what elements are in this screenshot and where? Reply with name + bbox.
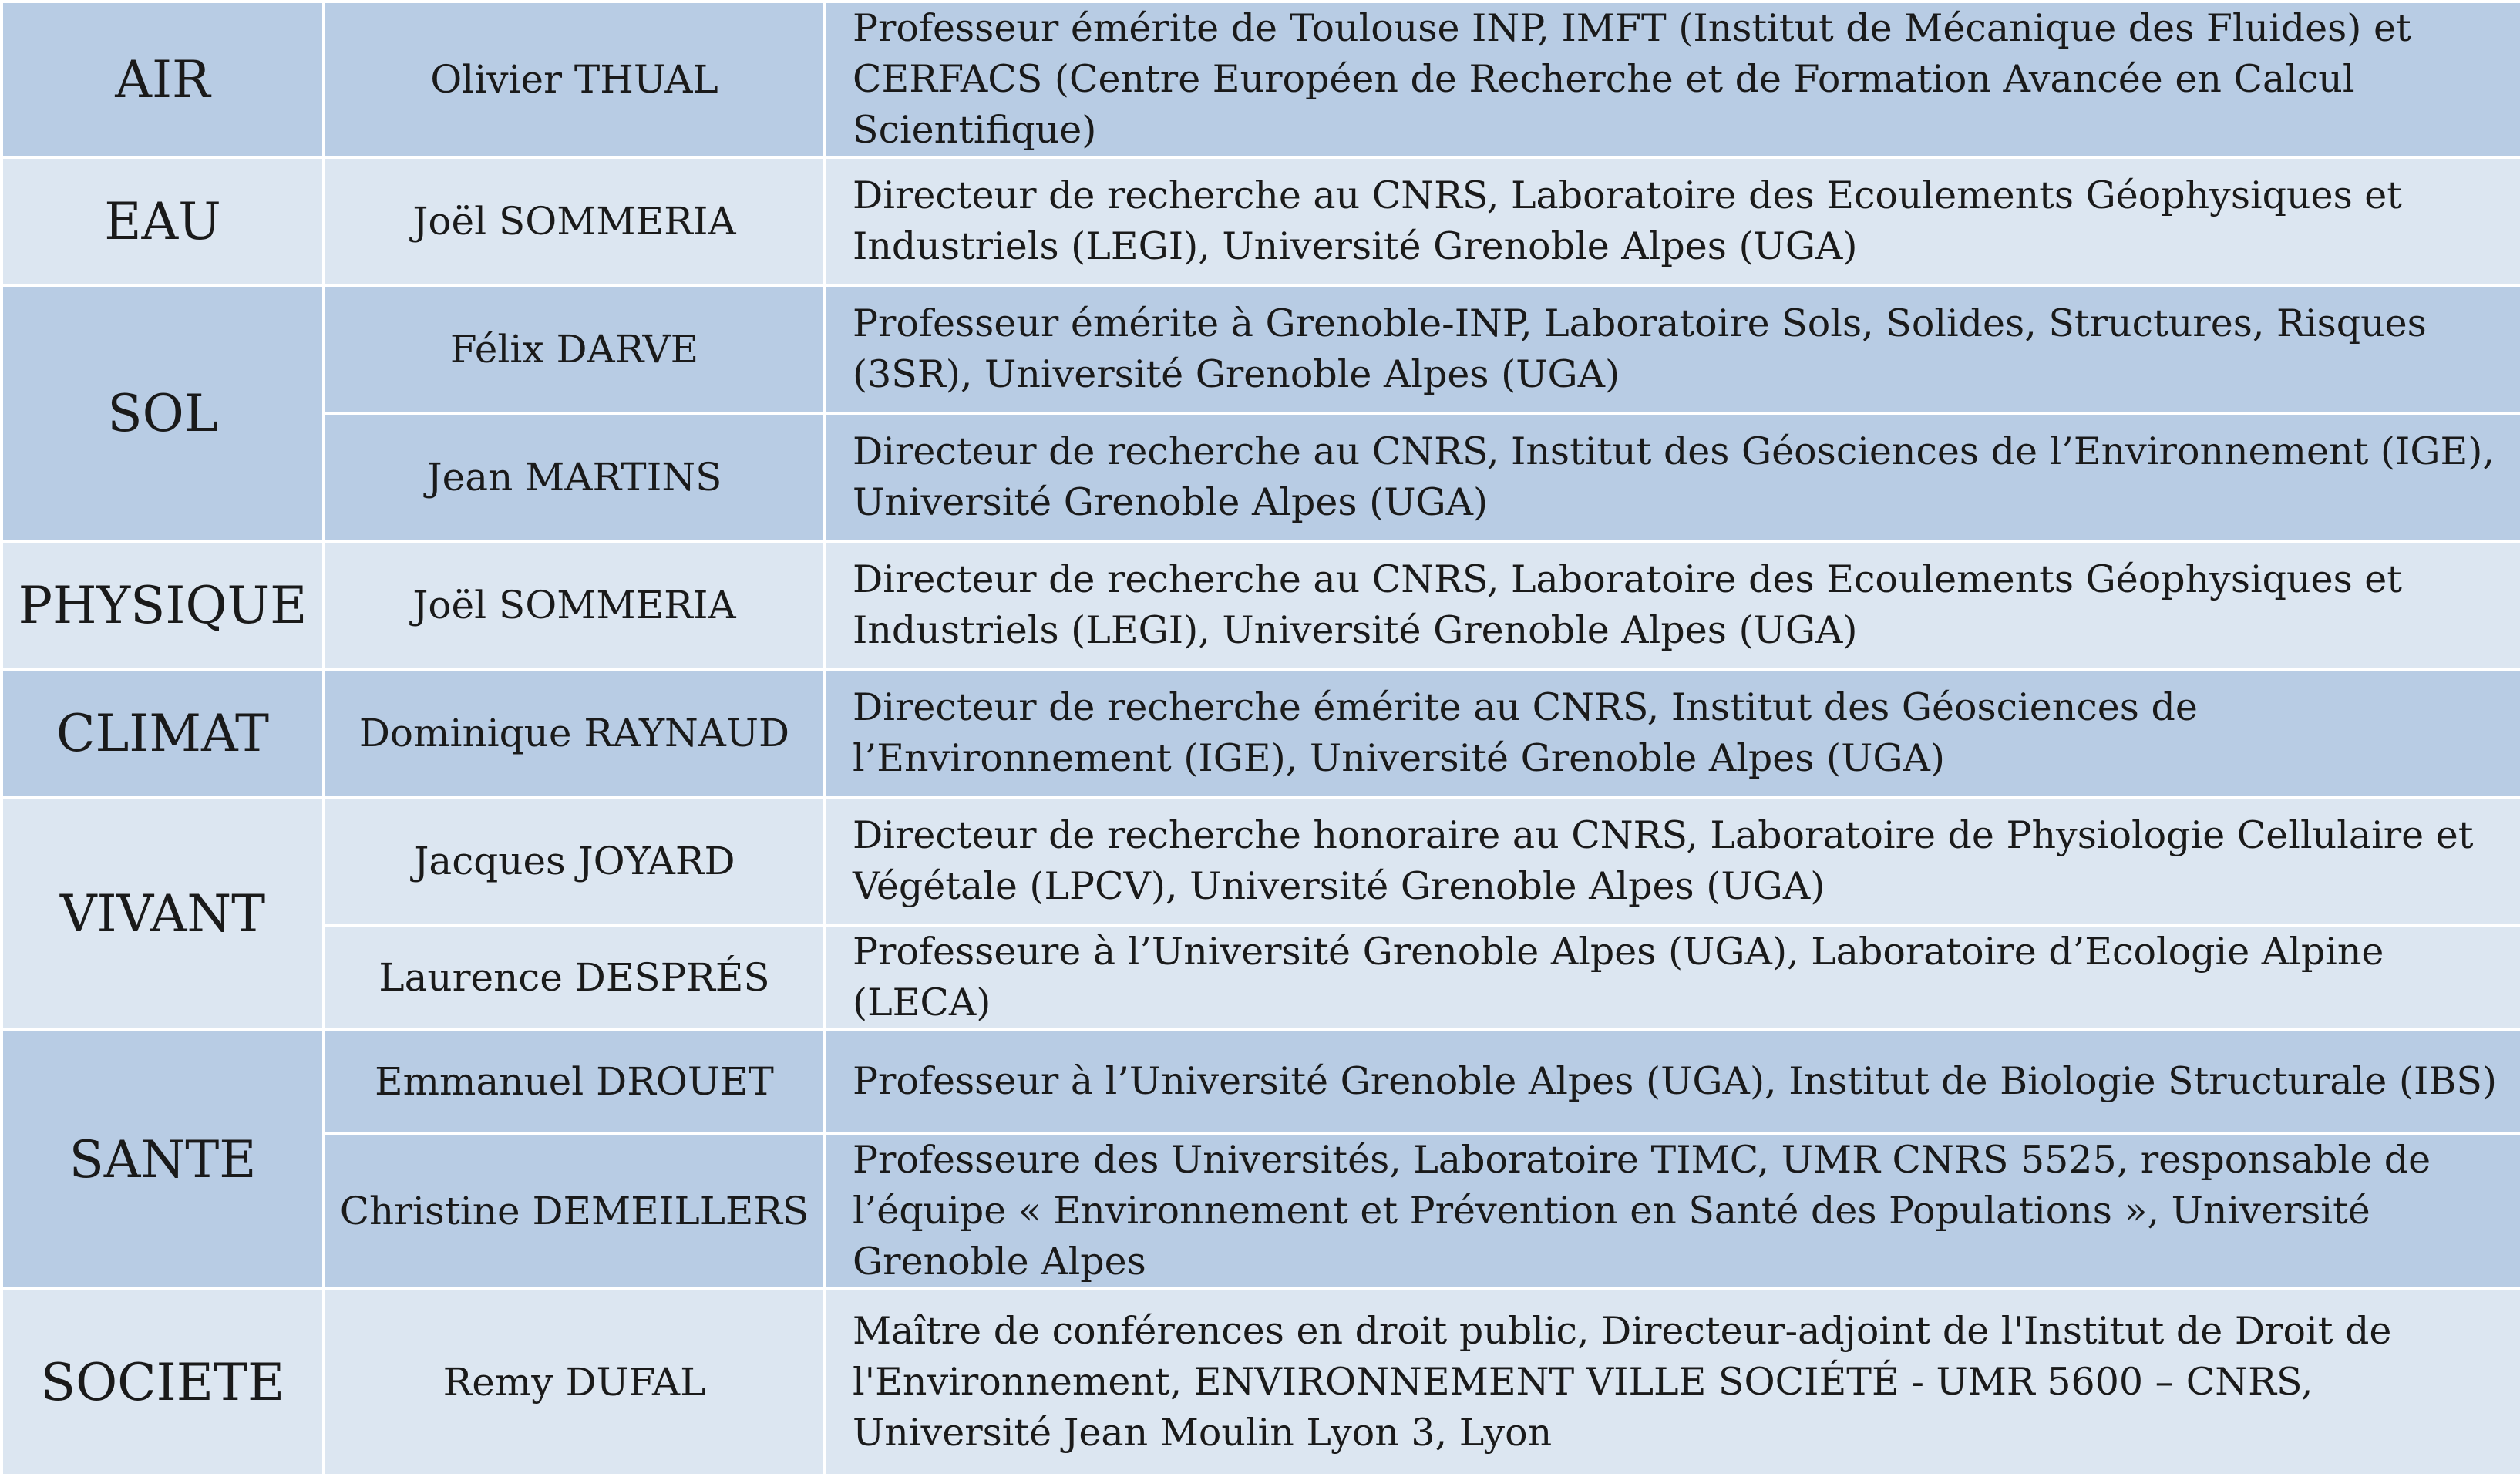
- member-name: Emmanuel DROUET: [324, 1030, 825, 1133]
- domain-cell-eau: EAU: [2, 157, 324, 285]
- table-row: [2, 1133, 2520, 1289]
- table-row: [2, 797, 2520, 925]
- member-affiliation: Professeur émérite à Grenoble-INP, Laboratoire Sols, Solides, Structures, Risques (3SR), Université Grenoble Alpes (UGA): [825, 285, 2520, 413]
- member-affiliation: Professeur émérite de Toulouse INP, IMFT (Institut de Mécanique des Fluides) et CERFACS (Centre Européen de Recherche et de Formation Avancée en Calcul Scientifique): [825, 2, 2520, 157]
- member-affiliation: Professeur à l’Université Grenoble Alpes (UGA), Institut de Biologie Structurale (IBS): [825, 1030, 2520, 1133]
- domain-cell-vivant: VIVANT: [2, 797, 324, 1030]
- member-affiliation: Professeure des Universités, Laboratoire TIMC, UMR CNRS 5525, responsable de l’équipe « Environnement et Prévention en Santé des Populations », Université Grenoble Alpes: [825, 1133, 2520, 1289]
- member-affiliation: Directeur de recherche honoraire au CNRS, Laboratoire de Physiologie Cellulaire et Végétale (LPCV), Université Grenoble Alpes (UGA): [825, 797, 2520, 925]
- table-row: [2, 925, 2520, 1030]
- member-name: Olivier THUAL: [324, 2, 825, 157]
- domain-cell-climat: CLIMAT: [2, 669, 324, 797]
- table-row: [2, 1289, 2520, 1475]
- table-row: [2, 2, 2520, 157]
- table-row: [2, 669, 2520, 797]
- member-name: Félix DARVE: [324, 285, 825, 413]
- domain-cell-sol: SOL: [2, 285, 324, 541]
- domain-cell-sante: SANTE: [2, 1030, 324, 1289]
- member-name: Christine DEMEILLERS: [324, 1133, 825, 1289]
- member-name: Jean MARTINS: [324, 413, 825, 541]
- table-row: [2, 157, 2520, 285]
- domain-cell-societe: SOCIETE: [2, 1289, 324, 1475]
- table-row: [2, 1030, 2520, 1133]
- member-affiliation: Directeur de recherche émérite au CNRS, Institut des Géosciences de l’Environnement (IGE), Université Grenoble Alpes (UGA): [825, 669, 2520, 797]
- member-name: Remy DUFAL: [324, 1289, 825, 1475]
- member-name: Dominique RAYNAUD: [324, 669, 825, 797]
- domain-cell-air: AIR: [2, 2, 324, 157]
- table-row: [2, 413, 2520, 541]
- table-row: [2, 541, 2520, 669]
- member-affiliation: Directeur de recherche au CNRS, Laboratoire des Ecoulements Géophysiques et Industriels (LEGI), Université Grenoble Alpes (UGA): [825, 541, 2520, 669]
- member-name: Jacques JOYARD: [324, 797, 825, 925]
- member-name: Joël SOMMERIA: [324, 157, 825, 285]
- member-affiliation: Professeure à l’Université Grenoble Alpes (UGA), Laboratoire d’Ecologie Alpine (LECA): [825, 925, 2520, 1030]
- member-affiliation: Directeur de recherche au CNRS, Laboratoire des Ecoulements Géophysiques et Industriels (LEGI), Université Grenoble Alpes (UGA): [825, 157, 2520, 285]
- member-affiliation: Maître de conférences en droit public, Directeur-adjoint de l'Institut de Droit de l'Environnement, ENVIRONNEMENT VILLE SOCIÉTÉ - UMR 5600 – CNRS, Université Jean Moulin Lyon 3, Lyon: [825, 1289, 2520, 1475]
- table-row: [2, 285, 2520, 413]
- domain-cell-physique: PHYSIQUE: [2, 541, 324, 669]
- member-name: Joël SOMMERIA: [324, 541, 825, 669]
- member-name: Laurence DESPRÉS: [324, 925, 825, 1030]
- member-affiliation: Directeur de recherche au CNRS, Institut des Géosciences de l’Environnement (IGE), Université Grenoble Alpes (UGA): [825, 413, 2520, 541]
